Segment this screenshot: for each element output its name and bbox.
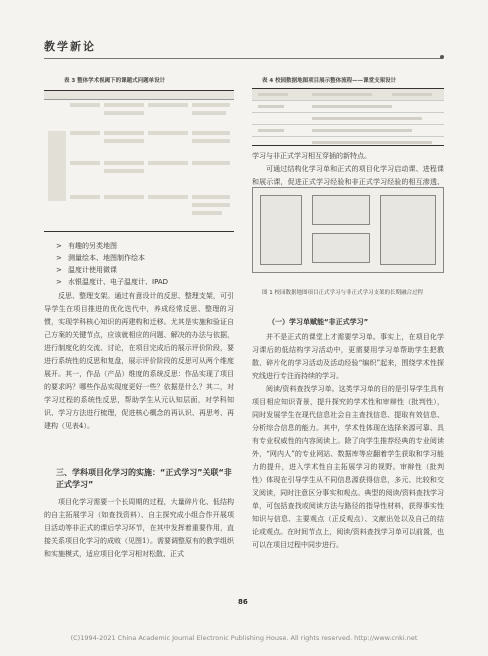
subsection-heading: （一）学习单赋能“非正式学习” (268, 318, 369, 326)
table3-cell (192, 195, 230, 199)
table3-cell (148, 161, 188, 165)
table3-cell (192, 103, 230, 107)
left-column-body-2 (44, 496, 234, 561)
list-item: > 水银温度计、电子温度计、IPAD (56, 278, 169, 286)
table3-cell (192, 139, 230, 143)
table3-cell (70, 131, 100, 135)
copyright-footer: (C)1994-2021 China Academic Journal Electronic Publishing House. All rights reserved. http://www.cnki.net (70, 634, 418, 642)
table3-cell (70, 103, 100, 107)
list-item: > 测量绘本、地图制作绘本 (56, 254, 145, 262)
triangle-bullet-icon: > (56, 266, 62, 274)
figure1-diagram (252, 187, 444, 273)
figure1-caption: 图 1 校园数据地图项目正式学习与非正式学习支架的长期融合过程 (262, 290, 423, 296)
table4-row (252, 101, 444, 113)
table4-caption: 表 4 校园数据地图项目展示整体流程——课堂支架设计 (262, 78, 397, 84)
diagram-box (312, 233, 370, 263)
table3-cell (148, 195, 188, 199)
header-dot (440, 55, 444, 59)
table3-cell (70, 161, 100, 165)
triangle-bullet-icon: > (56, 254, 62, 262)
table3-cell (148, 103, 188, 107)
paragraph: 阅读/资料查找学习单。这类学习单的目的是引导学生具有项目相应知识背景，提升探究的学术性和审辩性（批判性），同时发展学生在现代信息社会自主查找信息、提取有效信息、分析综合信息的能力。其中，学术性体现在选择来源可靠、具有专业权威性的内容阅读上。除了向学生推荐经典的专业阅读外，“网内人”的专业网站、数据库等应翻着学生获取和学习能力的提升，进入学术性自主拓展学习的视野。审辩性（批判性）体现在引导学生从不同信息源获得信息，多元、比较和交叉阅读，同时注意区分事实和观点。典型的阅读/资料查找学习单，可包括查找或阅读方法与路径的指导性材料，获得事实性知识与信息、主要观点（正反观点）、文献出处以及自己的结论或观点。在时间节点上，阅读/资料查找学习单可以前置，也可以在项目过程中同步进行。 (252, 385, 444, 549)
table3-cell (104, 161, 144, 165)
table3-cell (192, 211, 222, 215)
triangle-bullet-icon: > (56, 242, 62, 250)
table3-cell (104, 139, 144, 143)
journal-title: 教学新论 (44, 40, 96, 53)
table3-cell (192, 203, 230, 207)
diagram-box (312, 195, 370, 225)
table3-cell (192, 111, 226, 115)
table4-header-row (252, 89, 444, 101)
list-item: > 有趣的另类地图 (56, 242, 117, 250)
table3-cell (104, 131, 144, 135)
table3-header-row (44, 91, 234, 100)
table3-cell (70, 195, 100, 199)
table4 (252, 88, 444, 146)
paragraph: 项目化学习需要一个长周期的过程，大量碎片化、低结构的自主拓展学习（如查找资料）、自主探究成小组合作开展项目活动等非正式的课后学习环节，在其中发挥着重要作用，直接关系项目化学习的成败（见图1）。需要调整原有的教学组织和实施模式，适应项目化学习相对松散、正式 (44, 498, 234, 558)
table3-cell (148, 131, 188, 135)
page-number: 86 (238, 598, 248, 606)
materials-list (56, 240, 168, 288)
table3-cell (192, 161, 230, 165)
table3-cell (104, 111, 144, 115)
paragraph: 并不是正式的课堂上才需要学习单。事实上，在项目化学习课后的低结构学习活动中，更需要用学习单帮助学生把教散、碎片化的学习活动及活动经验“编织”起来，围绕学术性探究线进行专注而持续的学习。 (252, 333, 444, 380)
table3 (44, 90, 234, 232)
table3-cell (48, 131, 66, 201)
table3-cell (192, 131, 230, 135)
header-rule (44, 58, 442, 59)
section-title: 三、学科项目化学习的实施：“正式学习”关联“非正式学习” (56, 468, 232, 489)
diagram-box (260, 195, 302, 265)
list-item: > 温度计使用微课 (56, 266, 117, 274)
table4-row (252, 125, 444, 137)
table4-row (252, 137, 444, 148)
table4-row (252, 113, 444, 125)
table3-cell (104, 195, 144, 199)
left-column-body (44, 290, 234, 433)
right-column-body (252, 331, 444, 552)
table3-cell (104, 103, 144, 107)
paragraph: 学习与非正式学习相互穿插的新特点。 (252, 152, 371, 160)
paragraph: 反思、整理支架。通过有意设计的反思、整理支架，可引导学生在项目推进的优化迭代中，养成经常反思、整理的习惯，实现学科核心知识的再建构和迁移。尤其是实施和验证自己方案的关键节点，应该就相应的问题、解决的办法与依据，进行制度化的交流、讨论，在项目完成后的展示评价阶段，要进行系统性的反思和复盘，展示评价阶段的反思可从两个维度展开。其一，作品（产品）维度的系统反思：作品实现了项目的要求吗？哪些作品实现度更好一些？依据是什么？其二，对学习过程的系统性反思，帮助学生从元认知层面，对学科知识、学习方法进行梳理，促进核心概念的再认识、再思考、再建构（见表4）。 (44, 292, 234, 430)
table3-cell (104, 169, 144, 173)
paragraph: 可通过结构化学习单和正式的项目化学习启动课、进程课和展示课，促进正式学习经验和非正式学习经验的相互渗透、 (252, 165, 444, 186)
table3-caption: 表 3 整体学术视阈下的课题式问题单设计 (64, 78, 166, 84)
triangle-bullet-icon: > (56, 278, 62, 286)
diagram-box (380, 195, 436, 265)
